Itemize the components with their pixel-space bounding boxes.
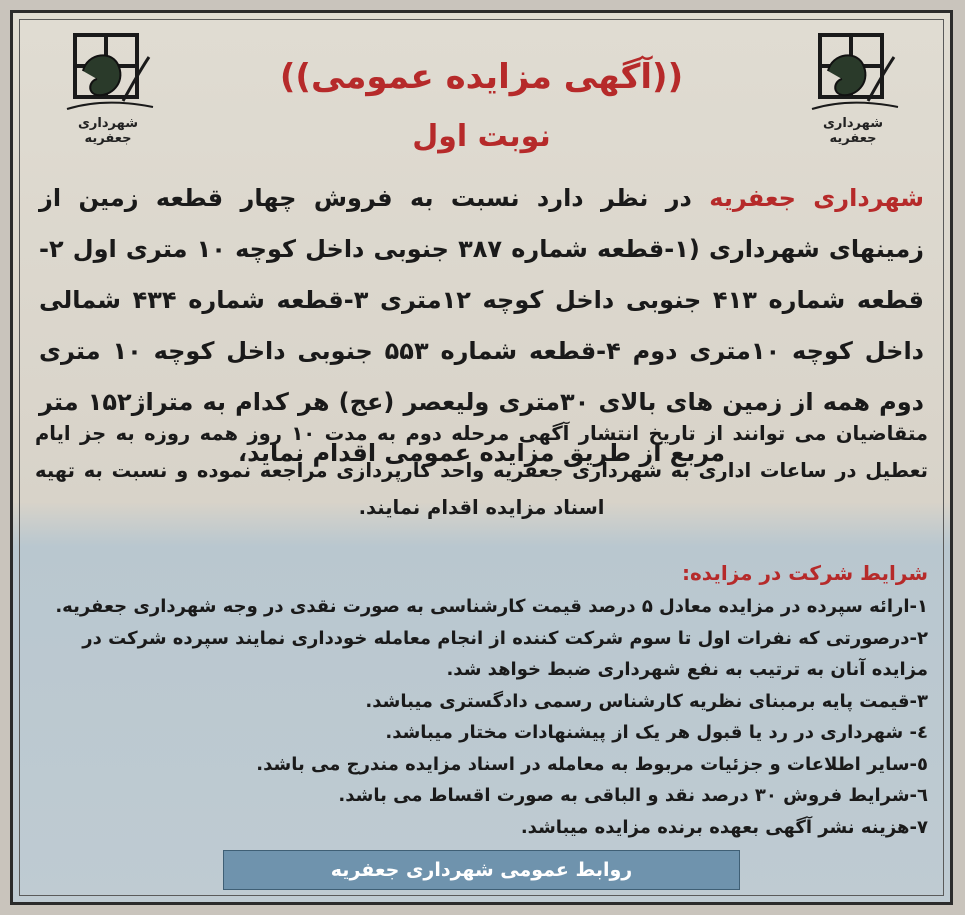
list-item: ٦-شرایط فروش ۳۰ درصد نقد و الباقی به صورت اقساط می باشد. bbox=[338, 785, 928, 806]
notice-subtitle: نوبت اول bbox=[412, 119, 551, 154]
list-item: ۱-ارائه سپرده در مزایده معادل ۵ درصد قیمت کارشناسی به صورت نقدی در وجه شهرداری جعفریه. bbox=[55, 596, 928, 617]
intro-highlight: شهرداری جعفریه bbox=[709, 184, 925, 212]
logo-caption: شهرداری جعفریه bbox=[78, 116, 138, 146]
footer-text: روابط عمومی شهرداری جعفریه bbox=[330, 859, 633, 881]
logo-caption: شهرداری جعفریه bbox=[823, 116, 883, 146]
list-item: ٤- شهرداری در رد یا قبول هر یک از پیشنهادات مختار میباشد. bbox=[385, 722, 928, 743]
list-item: ۲-درصورتی که نفرات اول تا سوم شرکت کننده از انجام معامله خودداری نمایند سپرده شرکت در مزایده آنان به ترتیب به نفع شهرداری ضبط خواهد شد. bbox=[82, 627, 928, 680]
notice-title: ((آگهی مزایده عمومی)) bbox=[279, 57, 684, 97]
list-item: ٥-سایر اطلاعات و جزئیات مربوط به معامله در اسناد مزایده مندرج می باشد. bbox=[256, 753, 928, 775]
application-paragraph: متقاضیان می توانند از تاریخ انتشار آگهی مرحله دوم به مدت ۱۰ روز همه روزه به جز ایام تعطیل در ساعات اداری به شهرداری جعفریه واحد کارپردازی مراجعه نموده و نسبت به تهیه اسناد مزایده اقدام نمایند. bbox=[35, 422, 928, 519]
conditions-title: شرایط شرکت در مزایده: bbox=[681, 561, 928, 585]
conditions-list bbox=[35, 591, 928, 843]
newspaper-notice bbox=[10, 10, 953, 905]
intro-text: در نظر دارد نسبت به فروش چهار قطعه زمین از زمینهای شهرداری (۱-قطعه شماره ۳۸۷ جنوبی داخل کوچه ۱۰ متری اول ۲-قطعه شماره ۴۱۳ جنوبی داخل کوچه ۱۲متری ۳-قطعه شماره ۴۳۴ شمالی داخل کوچه ۱۰متری دوم ۴-قطعه شماره ۵۵۳ جنوبی داخل کوچه ۱۰ متری دوم همه از زمین های بالای ۳۰متری ولیعصر (عج) هر کدام به متراژ۱۵۲ متر مربع از طریق مزایده عمومی اقدام نماید، bbox=[39, 184, 925, 467]
list-item: ۳-قیمت پایه برمبنای نظریه کارشناس رسمی دادگستری میباشد. bbox=[365, 690, 928, 712]
list-item: ۷-هزینه نشر آگهی بعهده برنده مزایده میباشد. bbox=[520, 816, 928, 838]
footer-bar bbox=[223, 850, 740, 890]
